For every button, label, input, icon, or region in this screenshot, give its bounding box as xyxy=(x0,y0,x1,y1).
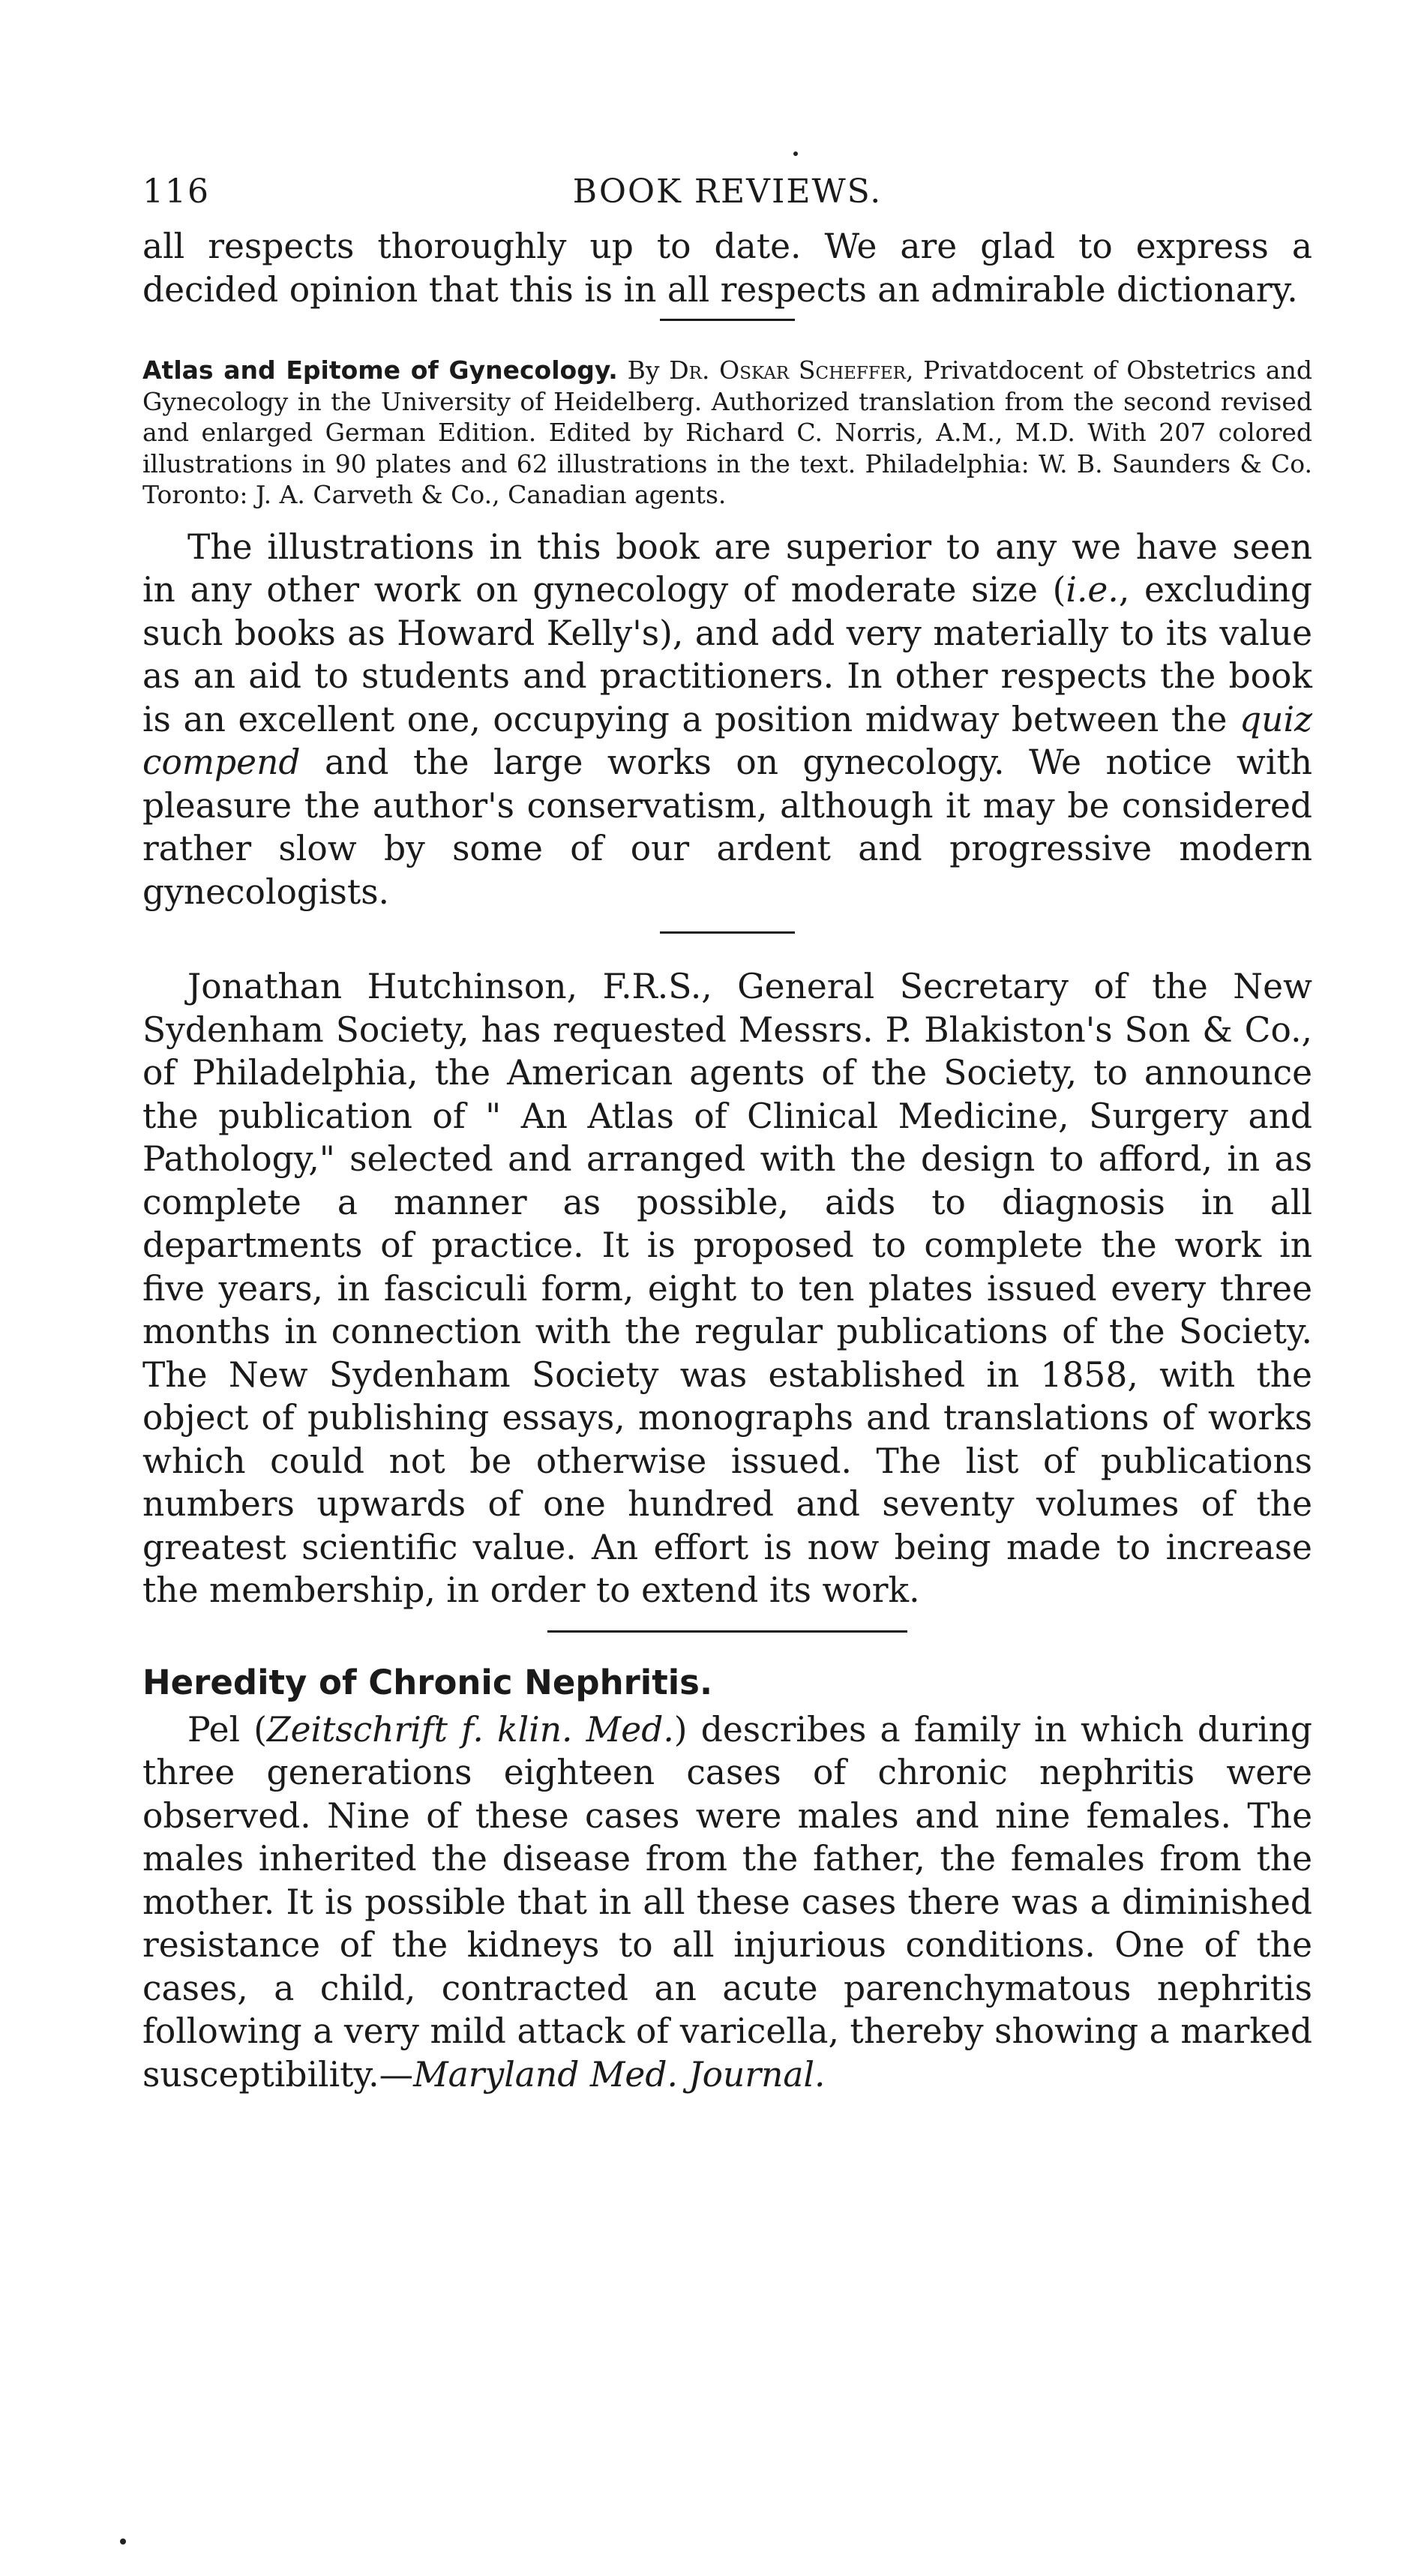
ie-abbrev: i.e. xyxy=(1066,570,1119,610)
intro-paragraph: all respects thoroughly up to date. We are glad to express a decided opinion that this is in all respects an admirable dictionary. xyxy=(142,226,1312,310)
nephritis-heading: Heredity of Chronic Nephritis. xyxy=(142,1662,713,1702)
book-citation xyxy=(142,355,1312,511)
running-title: BOOK REVIEWS. xyxy=(572,172,883,211)
book-author: Dr. Oskar Scheffer xyxy=(669,355,906,385)
page xyxy=(142,172,1312,2096)
book-title: Atlas and Epitome of Gynecology. xyxy=(142,355,618,385)
page-number: 116 xyxy=(142,172,210,211)
quiz-compend: quiz compend xyxy=(142,699,1312,782)
print-speck xyxy=(120,2539,126,2545)
section-divider xyxy=(660,931,795,934)
section-divider xyxy=(547,1630,907,1633)
journal-credit: Maryland Med. Journal. xyxy=(413,2054,826,2095)
nephritis-paragraph: Pel (Zeitschrift f. klin. Med.) describes a family in which during three generations eighteen cases of chronic nephritis were observed. Nine of these cases were males and nine females. The males inherited the disease from the father, the females from the mother. It is possible that in all these cases there was a diminished resistance of the kidneys to all injurious conditions. One of the cases, a child, contracted an acute parenchymatous nephritis following a very mild attack of varicella, thereby showing a marked susceptibility.—Maryland Med. Journal. xyxy=(142,1709,1313,2095)
page-header xyxy=(142,172,1312,225)
section-divider xyxy=(660,319,795,321)
citation-details: , Privatdocent of Obstetrics and Gynecology in the University of Heidelberg. Authorized translation from the second revised and enlarged German Edition. Edited by Richard C. Norris, A.M., M.D. With 207 colored illustrations in 90 plates and 62 illustrations in the text. Philadelphia: W. B. Saunders & Co. Toronto: J. A. Carveth & Co., Canadian agents. xyxy=(142,355,1312,509)
print-speck xyxy=(793,151,798,156)
source-journal: Zeitschrift f. klin. Med. xyxy=(267,1709,674,1750)
by-word: By xyxy=(627,355,660,385)
hutchinson-paragraph: Jonathan Hutchinson, F.R.S., General Secretary of the New Sydenham Society, has requested Messrs. P. Blakiston's Son & Co., of Philadelphia, the American agents of the Society, to announce the publication of " An Atlas of Clinical Medicine, Surgery and Pathology," selected and arranged with the design to afford, in as complete a manner as possible, aids to diagnosis in all departments of practice. It is proposed to complete the work in five years, in fasciculi form, eight to ten plates issued every three months in connection with the regular publications of the Society. The New Sydenham Society was established in 1858, with the object of publishing essays, monographs and translations of works which could not be otherwise issued. The list of publications numbers upwards of one hundred and seventy volumes of the greatest scientific value. An effort is now being made to increase the membership, in order to extend its work. xyxy=(142,967,1312,1610)
atlas-review-paragraph: The illustrations in this book are superior to any we have seen in any other work on gynecology of moderate size (i.e., excluding such books as Howard Kelly's), and add very materially to its value as an aid to students and practitioners. In other respects the book is an excellent one, occupying a position midway between the quiz compend and the large works on gynecology. We notice with pleasure the author's conservatism, although it may be considered rather slow by some of our ardent and progressive modern gynecologists. xyxy=(142,526,1312,912)
